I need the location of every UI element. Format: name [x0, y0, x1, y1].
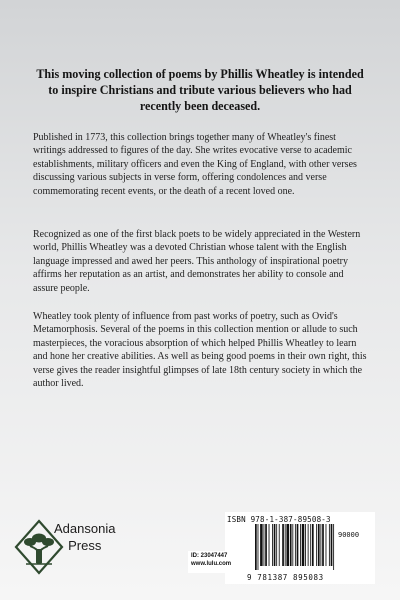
lulu-id: ID: 23047447 — [191, 553, 228, 559]
description-paragraph-1: Published in 1773, this collection brings together many of Wheatley's finest writings addressed to figures of the day. She writes evocative verse to academic establishments, military officers and even the King of England, with other verses discussing various subjects in verse form, offering condolences and verse commemorating recent events, or the death of a recent loved one. — [33, 132, 357, 197]
publisher-name-line1: Adansonia — [54, 521, 116, 536]
cover-headline: This moving collection of poems by Phillis Wheatley is intended to inspire Christians and tribute various believers who had recently been deceased. — [36, 67, 364, 113]
description-paragraph-3: Wheatley took plenty of influence from past works of poetry, such as Ovid's Metamorphosis. Several of the poems in this collection mention or allude to such masterpieces, the voracious absorption of which helped Phillis Wheatley to learn and hone her creative abilities. As well as being good poems in their own right, this verse gives the reader insightful glimpses of late 18th century society in which the author lived. — [33, 311, 367, 390]
lulu-url: www.lulu.com — [191, 561, 232, 567]
description-paragraph-2: Recognized as one of the first black poets to be widely appreciated in the Western world, Phillis Wheatley was a devoted Christian whose talent with the English language impressed and awed her peers. This anthology of inspirational poetry affirms her reputation as an artist, and demonstrates her ability to console and assure people. — [33, 229, 361, 294]
publisher-name-line2: Press — [68, 538, 102, 553]
barcode-image — [253, 524, 365, 570]
barcode-digits: 9 781387 895083 — [247, 573, 324, 582]
publisher-name — [54, 520, 115, 554]
price-code: 90000 — [338, 531, 360, 539]
isbn-label: ISBN 978-1-387-89508-3 — [227, 515, 331, 524]
